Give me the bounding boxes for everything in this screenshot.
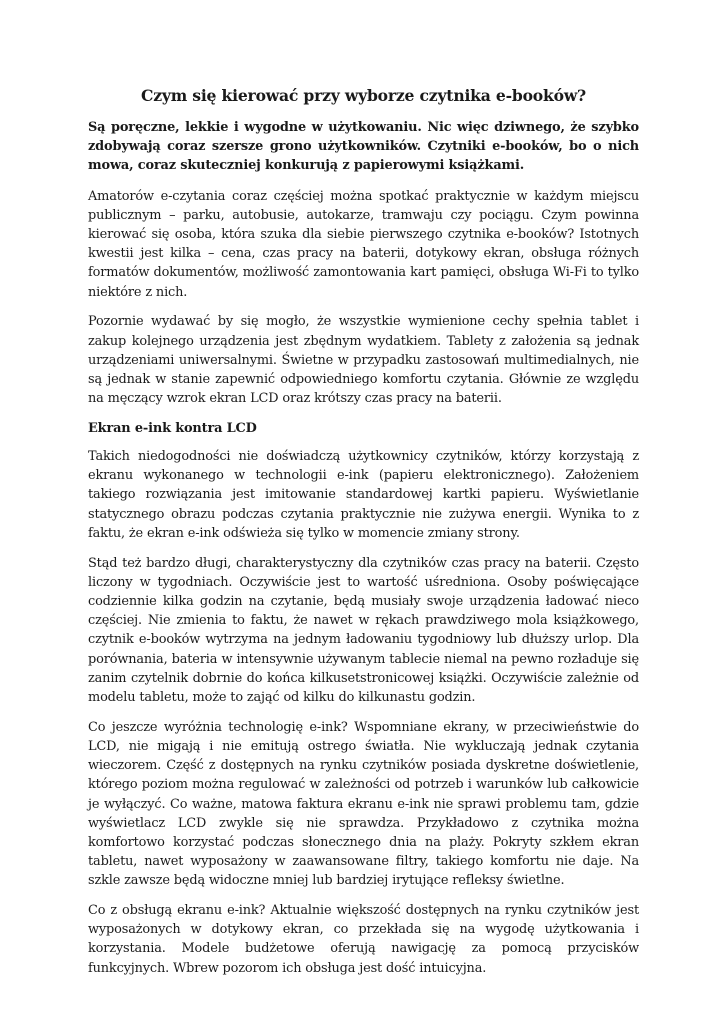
section-heading: Ekran e-ink kontra LCD — [88, 420, 257, 436]
document-title: Czym się kierować przy wyborze czytnika e-booków? — [141, 86, 586, 105]
section-paragraph-1: Takich niedogodności nie doświadczą użytkownicy czytników, którzy korzystają z ekranu wykonanego w technologii e-ink (papieru elektronicznego). Założeniem takiego rozwiązania jest imitowanie standardowej kartki papieru. Wyświetlanie statycznego obrazu podczas czytania praktycznie nie zużywa energii. Wynika to z faktu, że ekran e-ink odświeża się tylko w momencie zmiany strony. — [88, 449, 639, 541]
lead-paragraph: Są poręczne, lekkie i wygodne w użytkowaniu. Nic więc dziwnego, że szybko zdobywają coraz szersze grono użytkowników. Czytniki e-booków, bo o nich mowa, coraz skuteczniej konkurują z papierowymi książkami. — [88, 120, 639, 174]
intro-paragraph-1: Amatorów e-czytania coraz częściej można spotkać praktycznie w każdym miejscu publicznym – parku, autobusie, autokarze, tramwaju czy pociągu. Czym powinna kierować się osoba, która szuka dla siebie pierwszego czytnika e-booków? Istotnych kwestii jest kilka – cena, czas pracy na baterii, dotykowy ekran, obsługa różnych formatów dokumentów, możliwość zamontowania kart pamięci, obsługa Wi-Fi to tylko niektóre z nich. — [88, 188, 639, 300]
document-page — [88, 86, 639, 988]
section-paragraph-2: Stąd też bardzo długi, charakterystyczny dla czytników czas pracy na baterii. Często liczony w tygodniach. Oczywiście jest to wartość uśredniona. Osoby poświęcające codziennie kilka godzin na czytanie, będą musiały swoje urządzenia ładować nieco częściej. Nie zmienia to faktu, że nawet w rękach prawdziwego mola książkowego, czytnik e-booków wytrzyma na jednym ładowaniu tygodniowy lub dłuższy urlop. Dla porównania, bateria w intensywnie używanym tablecie niemal na pewno rozładuje się zanim czytelnik dobrnie do końca kilkusetstronicowej książki. Oczywiście zależnie od modelu tabletu, może to zająć od kilku do kilkunastu godzin. — [88, 555, 639, 705]
section-paragraph-3: Co jeszcze wyróżnia technologię e-ink? Wspomniane ekrany, w przeciwieństwie do LCD, nie migają i nie emitują ostrego światła. Nie wykluczają jednak czytania wieczorem. Część z dostępnych na rynku czytników posiada dyskretne doświetlenie, którego poziom można regulować w zależności od potrzeb i warunków lub całkowicie je wyłączyć. Co ważne, matowa faktura ekranu e-ink nie sprawi problemu tam, gdzie wyświetlacz LCD zwykle się nie sprawdza. Przykładowo z czytnika można komfortowo korzystać podczas słonecznego dnia na plaży. Pokryty szkłem ekran tabletu, nawet wyposażony w zaawansowane filtry, takiego komfortu nie daje. Na szkle zawsze będą widoczne mniej lub bardziej irytujące refleksy świetlne. — [88, 719, 639, 889]
intro-paragraph-2: Pozornie wydawać by się mogło, że wszystkie wymienione cechy spełnia tablet i zakup kolejnego urządzenia jest zbędnym wydatkiem. Tablety z założenia są jednak urządzeniami uniwersalnymi. Świetne w przypadku zastosowań multimedialnych, nie są jednak w stanie zapewnić odpowiedniego komfortu czytania. Głównie ze względu na męczący wzrok ekran LCD oraz krótszy czas pracy na baterii. — [88, 314, 639, 407]
section-paragraph-4: Co z obsługą ekranu e-ink? Aktualnie większość dostępnych na rynku czytników jest wyposażonych w dotykowy ekran, co przekłada się na wygodę użytkowania i korzystania. Modele budżetowe oferują nawigację za pomocą przycisków funkcyjnych. Wbrew pozorom ich obsługa jest dość intuicyjna. — [88, 903, 639, 976]
